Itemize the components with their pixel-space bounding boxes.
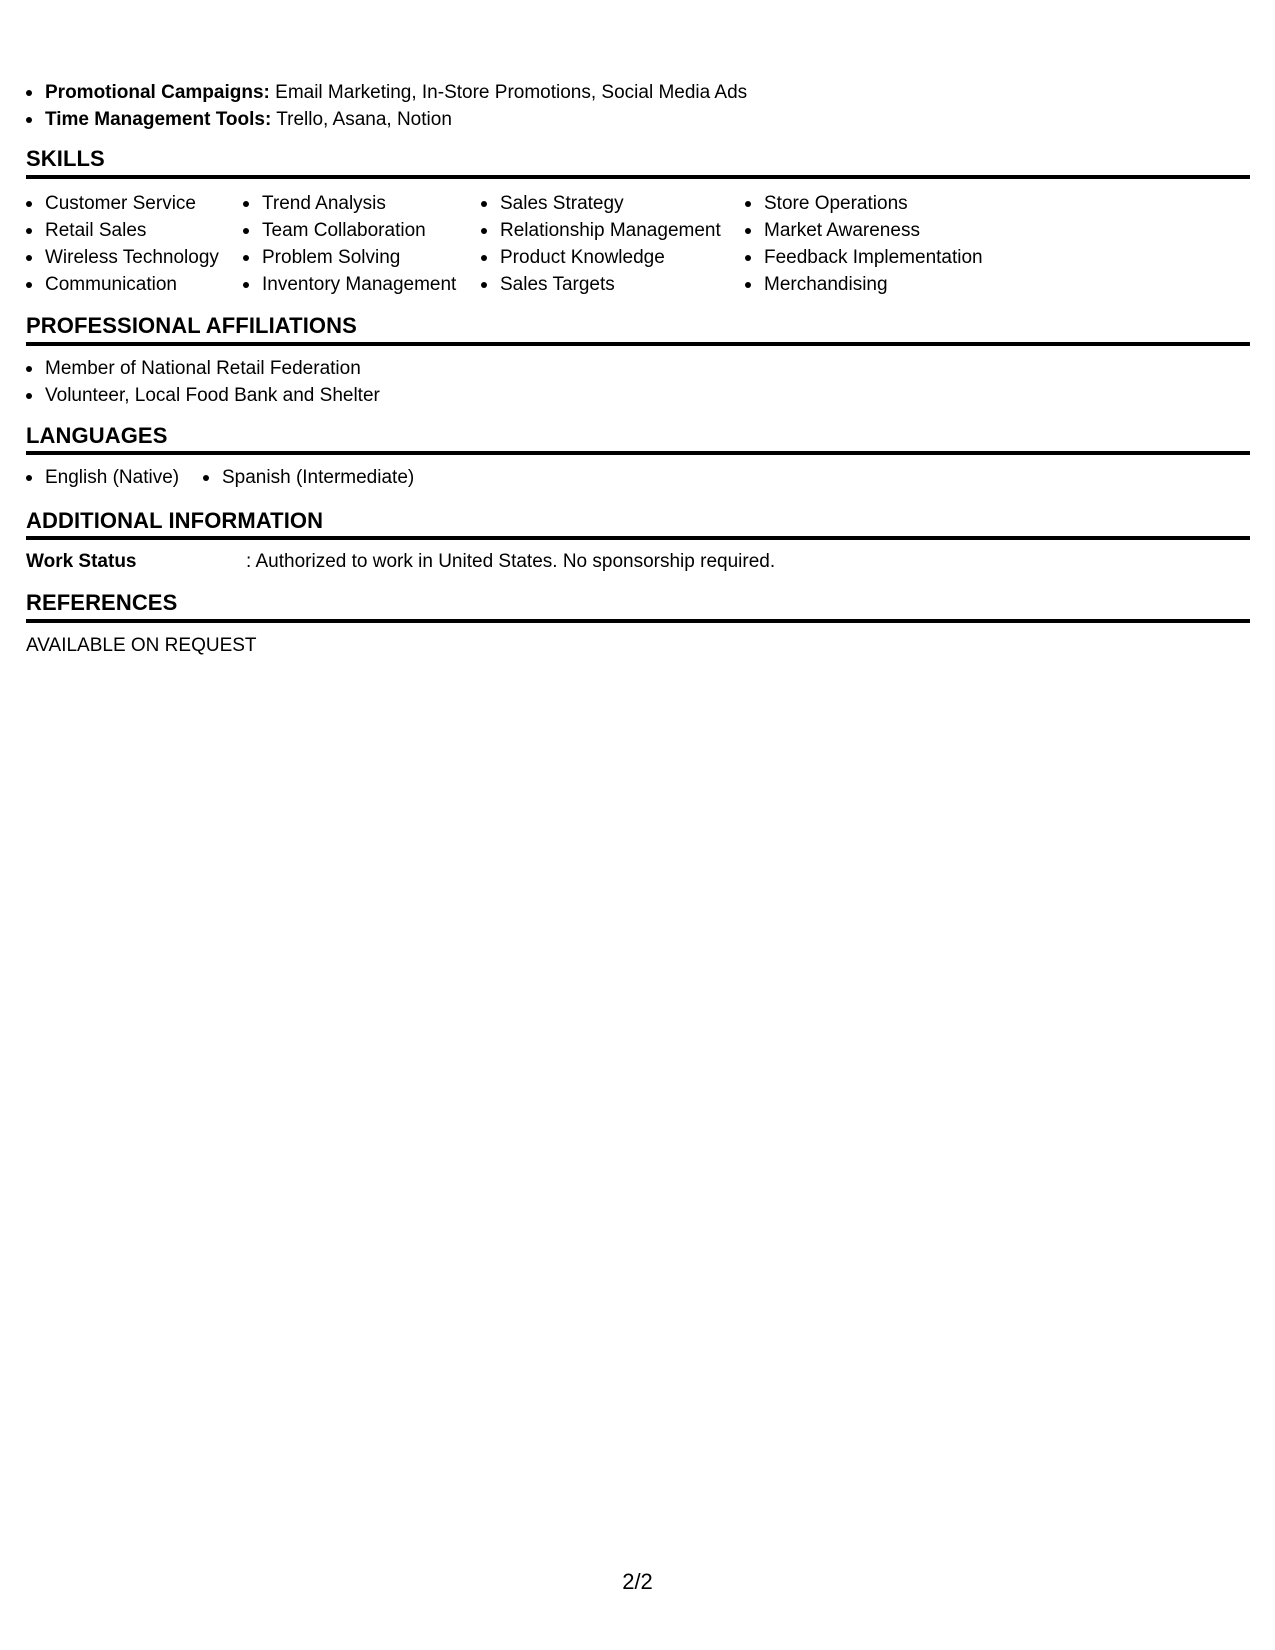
skill-item: Store Operations — [745, 190, 983, 217]
language-item: English (Native) — [26, 464, 179, 491]
section-title-additional-information: ADDITIONAL INFORMATION — [26, 508, 324, 533]
skill-item: Relationship Management — [481, 217, 721, 244]
list-item — [26, 79, 747, 106]
affiliation-item: Member of National Retail Federation — [26, 355, 380, 382]
item-value: Trello, Asana, Notion — [276, 109, 452, 130]
list-item — [26, 106, 747, 133]
skills-column — [745, 190, 983, 298]
references-text: AVAILABLE ON REQUEST — [26, 635, 257, 656]
section-title-affiliations: PROFESSIONAL AFFILIATIONS — [26, 313, 357, 338]
skill-item: Customer Service — [26, 190, 219, 217]
item-label: Promotional Campaigns: — [45, 82, 270, 103]
section-divider — [26, 536, 1250, 540]
language-item: Spanish (Intermediate) — [203, 464, 414, 491]
skill-item: Inventory Management — [243, 271, 456, 298]
skill-item: Communication — [26, 271, 219, 298]
skill-item: Retail Sales — [26, 217, 219, 244]
skill-item: Merchandising — [745, 271, 983, 298]
tools-list — [26, 79, 747, 133]
work-status-label: Work Status — [26, 551, 137, 572]
skill-item: Product Knowledge — [481, 244, 721, 271]
skills-column — [243, 190, 456, 298]
skill-item: Market Awareness — [745, 217, 983, 244]
section-divider — [26, 451, 1250, 455]
skill-item: Problem Solving — [243, 244, 456, 271]
section-divider — [26, 619, 1250, 623]
item-value: Email Marketing, In-Store Promotions, Social Media Ads — [275, 82, 748, 103]
page-number: 2/2 — [622, 1569, 653, 1594]
section-divider — [26, 342, 1250, 346]
skill-item: Team Collaboration — [243, 217, 456, 244]
section-title-references: REFERENCES — [26, 590, 178, 615]
skill-item: Feedback Implementation — [745, 244, 983, 271]
affiliation-item: Volunteer, Local Food Bank and Shelter — [26, 382, 380, 409]
work-status-value: : Authorized to work in United States. No sponsorship required. — [246, 551, 776, 572]
skill-item: Sales Targets — [481, 271, 721, 298]
section-divider — [26, 175, 1250, 179]
section-title-languages: LANGUAGES — [26, 423, 168, 448]
skill-item: Wireless Technology — [26, 244, 219, 271]
skills-column — [26, 190, 219, 298]
skill-item: Sales Strategy — [481, 190, 721, 217]
section-title-skills: SKILLS — [26, 146, 105, 171]
item-label: Time Management Tools: — [45, 109, 272, 130]
skills-column — [481, 190, 721, 298]
affiliations-list — [26, 355, 380, 409]
skill-item: Trend Analysis — [243, 190, 456, 217]
